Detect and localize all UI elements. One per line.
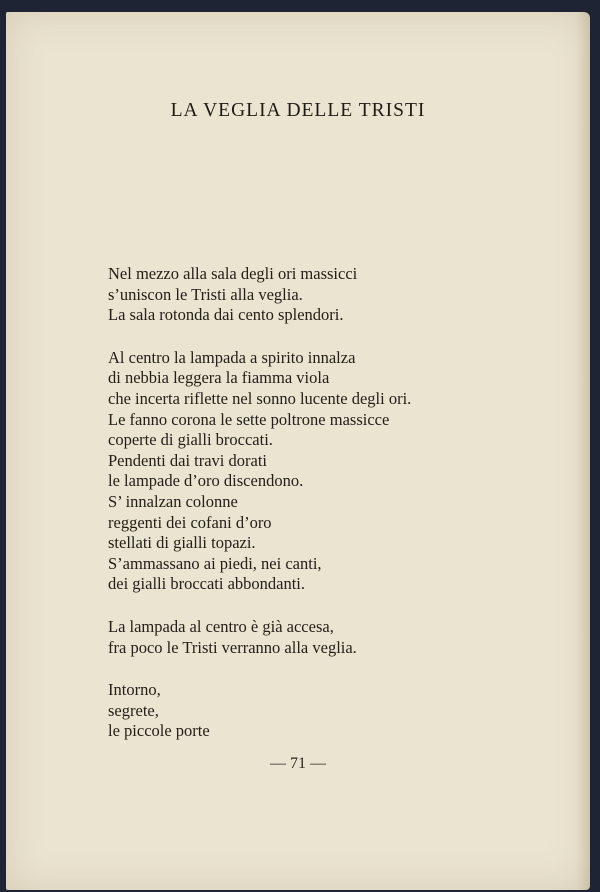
poem-line: le lampade d’oro discendono. bbox=[108, 471, 304, 491]
stanza-2 bbox=[108, 348, 578, 595]
poem-line: di nebbia leggera la fiamma viola bbox=[108, 368, 330, 388]
poem-line: Nel mezzo alla sala degli ori massicci bbox=[108, 264, 358, 283]
poem-line: reggenti dei cofani d’oro bbox=[108, 512, 272, 532]
poem-line: Pendenti dai travi dorati bbox=[108, 450, 267, 470]
poem-line: stellati di gialli topazi. bbox=[108, 533, 256, 553]
book-page bbox=[6, 12, 590, 890]
stanza-4 bbox=[108, 680, 578, 742]
poem-line: Le fanno corona le sette poltrone massicce bbox=[108, 409, 390, 429]
page-number: — 71 — bbox=[270, 755, 326, 772]
poem-line: le piccole porte bbox=[108, 721, 210, 741]
poem-line: segrete, bbox=[108, 700, 159, 720]
poem-line: s’uniscon le Tristi alla veglia. bbox=[108, 284, 303, 304]
poem-line: Intorno, bbox=[108, 680, 161, 700]
poem-line: fra poco le Tristi verranno alla veglia. bbox=[108, 637, 357, 657]
stanza-1 bbox=[108, 264, 578, 326]
poem-line: dei gialli broccati abbondanti. bbox=[108, 574, 306, 594]
poem-line: che incerta riflette nel sonno lucente degli ori. bbox=[108, 388, 412, 408]
poem-line: Al centro la lampada a spirito innalza bbox=[108, 347, 356, 367]
poem-title: LA VEGLIA DELLE TRISTI bbox=[170, 100, 426, 121]
stanza-3 bbox=[108, 617, 578, 658]
poem-line: coperte di gialli broccati. bbox=[108, 430, 273, 450]
poem-line: S’ammassano ai piedi, nei canti, bbox=[108, 553, 322, 573]
poem-body bbox=[108, 264, 578, 764]
poem-line: S’ innalzan colonne bbox=[108, 491, 238, 511]
poem-line: La lampada al centro è già accesa, bbox=[108, 616, 334, 636]
poem-line: La sala rotonda dai cento splendori. bbox=[108, 305, 344, 325]
